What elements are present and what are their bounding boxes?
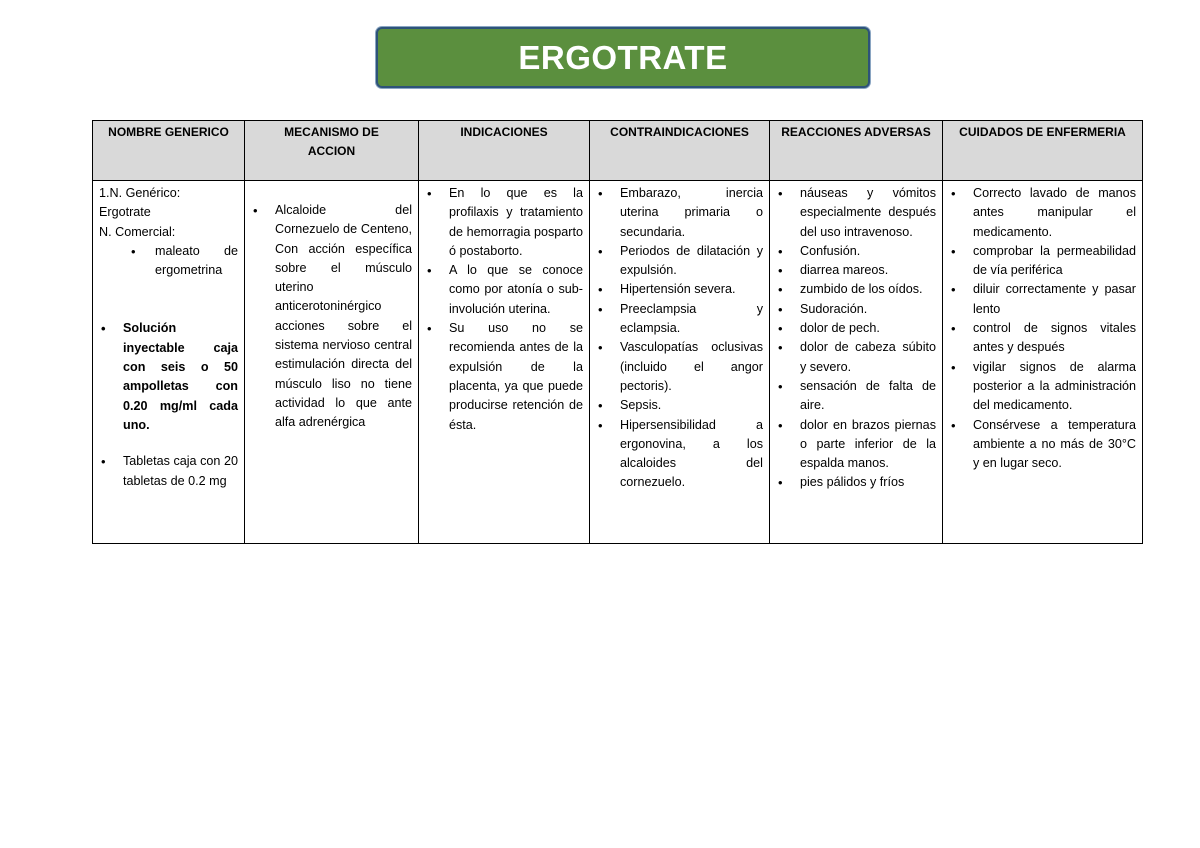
list-item: • Solución inyectable caja con seis o 50 ampolletas con 0.20 mg/ml cada uno. — [99, 319, 238, 435]
header-cuidados-enfermeria: CUIDADOS DE ENFERMERIA — [943, 121, 1143, 181]
header-mecanismo-accion: MECANISMO DE ACCION — [245, 121, 419, 181]
list-item: • Periodos de dilatación y expulsión. — [596, 242, 763, 281]
list-item: • Preeclampsia y eclampsia. — [596, 300, 763, 339]
list-item: • zumbido de los oídos. — [776, 280, 936, 299]
list-item: • náuseas y vómitos especialmente después del uso intravenoso. — [776, 184, 936, 242]
list-item: • pies pálidos y fríos — [776, 473, 936, 492]
list-item: • Su uso no se recomienda antes de la expulsión de la placenta, ya que puede producirse retención de ésta. — [425, 319, 583, 435]
list-item: • Correcto lavado de manos antes manipular el medicamento. — [949, 184, 1136, 242]
generic-name-label: 1.N. Genérico: — [99, 186, 181, 200]
list-item: • Embarazo, inercia uterina primaria o secundaria. — [596, 184, 763, 242]
list-item: • Hipertensión severa. — [596, 280, 763, 299]
cell-cuidados-enfermeria — [943, 181, 1143, 544]
list-item: • control de signos vitales antes y después — [949, 319, 1136, 358]
list-item: • sensación de falta de aire. — [776, 377, 936, 416]
list-item: • En lo que es la profilaxis y tratamiento de hemorragia posparto ó postaborto. — [425, 184, 583, 261]
list-item: • diarrea mareos. — [776, 261, 936, 280]
list-item: • Consérvese a temperatura ambiente a no más de 30°C y en lugar seco. — [949, 416, 1136, 474]
cell-mecanismo-accion — [245, 181, 419, 544]
drug-info-table — [92, 120, 1143, 544]
indications-list — [425, 184, 583, 435]
list-item: • Hipersensibilidad a ergonovina, a los alcaloides del cornezuelo. — [596, 416, 763, 493]
header-reacciones-adversas: REACCIONES ADVERSAS — [770, 121, 943, 181]
cell-indicaciones — [419, 181, 590, 544]
list-item: • dolor de cabeza súbito y severo. — [776, 338, 936, 377]
list-item: • A lo que se conoce como por atonía o sub-involución uterina. — [425, 261, 583, 319]
list-item: • dolor de pech. — [776, 319, 936, 338]
nursing-care-list — [949, 184, 1136, 473]
mechanism-list — [251, 201, 412, 433]
list-item: • maleato de ergometrina — [129, 242, 238, 281]
page-title: ERGOTRATE — [376, 27, 870, 88]
list-item: • Sepsis. — [596, 396, 763, 415]
header-indicaciones: INDICACIONES — [419, 121, 590, 181]
generic-name-value: Ergotrate — [99, 205, 151, 220]
table-header-row — [93, 121, 1143, 181]
header-nombre-generico: NOMBRE GENERICO — [93, 121, 245, 181]
cell-nombre-generico — [93, 181, 245, 544]
table-row — [93, 181, 1143, 544]
header-contraindicaciones: CONTRAINDICACIONES — [590, 121, 770, 181]
presentation-list — [99, 319, 238, 490]
cell-contraindicaciones — [590, 181, 770, 544]
list-item: • Confusión. — [776, 242, 936, 261]
commercial-name-list — [129, 242, 238, 281]
list-item: • Tabletas caja con 20 tabletas de 0.2 mg — [99, 452, 238, 491]
contraindications-list — [596, 184, 763, 493]
list-item: • dolor en brazos piernas o parte inferior de la espalda manos. — [776, 416, 936, 474]
list-item: • comprobar la permeabilidad de vía periférica — [949, 242, 1136, 281]
list-item: • Sudoración. — [776, 300, 936, 319]
list-item: • vigilar signos de alarma posterior a la administración del medicamento. — [949, 358, 1136, 416]
commercial-name-label: N. Comercial: — [99, 224, 176, 239]
list-item: • diluir correctamente y pasar lento — [949, 280, 1136, 319]
cell-reacciones-adversas — [770, 181, 943, 544]
list-item: • Vasculopatías oclusivas (incluido el angor pectoris). — [596, 338, 763, 396]
list-item: • Alcaloide del Cornezuelo de Centeno, Con acción específica sobre el músculo uterino anticerotoninérgico acciones sobre el sistema nervioso central estimulación directa del músculo liso no tiene actividad lo que ante alfa adrenérgica — [251, 201, 412, 433]
adverse-reactions-list — [776, 184, 936, 493]
